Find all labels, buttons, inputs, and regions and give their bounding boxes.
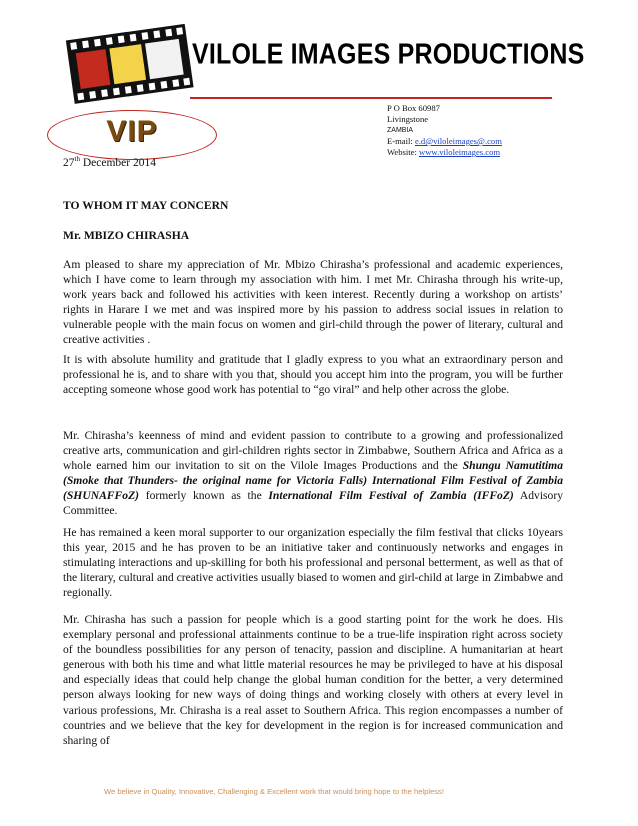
email-line xyxy=(387,136,587,147)
paragraph-5: Mr. Chirasha has such a passion for people which is a good starting point for the work he does. His exemplary personal and professional attainments continue to be a true-life inspiration right across society of the boundless possibilities for any person of tenacity, passion and discipline. A humanitarian at heart generous with both his time and what little material resources he may be privileged to have at his disposal and especially ideas that could help change the global human condition for the better, a very determined person always looking for new ways of doing things and working closely with others at every level in various professions, Mr. Chirasha is a real asset to Southern Africa. This region encompasses a number of countries and we believe that the key for development in the region is for increased communication and sharing of xyxy=(63,613,563,747)
paragraph-2: It is with absolute humility and gratitude that I gladly express to you what an extraordinary person and professional he is, and to share with you that, should you accept him into the program, you will be further accepting someone whose good work has potential to “go viral” and help other across the globe. xyxy=(63,353,563,397)
salutation: TO WHOM IT MAY CONCERN xyxy=(63,199,229,212)
vip-label: VIP xyxy=(106,115,158,148)
paragraph-3-text-b: formerly known as the xyxy=(139,489,269,503)
contact-block xyxy=(387,103,587,158)
country: ZAMBIA xyxy=(387,127,414,134)
letter-subject: Mr. MBIZO CHIRASHA xyxy=(63,229,190,242)
email-link[interactable]: e.d@viloleimages@.com xyxy=(414,136,502,146)
header-divider xyxy=(190,97,552,99)
paragraph-4: He has remained a keen moral supporter to our organization especially the film festival that clicks 10years this year, 2015 and he has proven to be an initiative taker and continuously networks and engages in stimulating interactions and up-skilling for both his professional and personal betterment, as well as that of the literary, cultural and creative activities usually biased to women and girl-child at large in Zimbabwe and regionally. xyxy=(63,526,563,600)
vip-badge xyxy=(47,110,217,160)
organization-name: VILOLE IMAGES PRODUCTIONS xyxy=(192,38,585,71)
footer-tagline: We believe in Quality, Innovative, Challenging & Excellent work that would bring hope to the helpless! xyxy=(104,787,444,796)
website-label: Website: xyxy=(387,147,417,157)
former-festival-name: International Film Festival of Zambia (IFFoZ) xyxy=(268,489,514,503)
website-link[interactable]: www.viloleimages.com xyxy=(419,147,501,157)
paragraph-3 xyxy=(63,428,563,519)
festival-name: Shungu Namutitima (Smoke that Thunders- the original name for Victoria Falls) International Film Festival of Zambia (SHUNAFFoZ) xyxy=(63,459,563,503)
paragraph-3-text-a: Mr. Chirasha’s keenness of mind and evident passion to contribute to a growing and professionalized creative arts, communication and girl-children rights sector in Zimbabwe, Southern Africa and Africa as a whole earned him our invitation to sit on the Vilole Images Productions and the xyxy=(63,429,563,473)
date-suffix: th xyxy=(74,155,80,163)
po-box: P O Box 60987 xyxy=(387,103,440,113)
website-line xyxy=(387,147,587,158)
city: Livingstone xyxy=(387,114,429,124)
paragraph-3-text-c: Advisory Committee. xyxy=(63,489,564,518)
letter-date xyxy=(63,155,156,169)
email-label: E-mail: xyxy=(387,136,413,146)
film-strip-logo-icon xyxy=(64,18,194,113)
paragraph-1: Am pleased to share my appreciation of Mr. Mbizo Chirasha’s professional and academic experiences, which I have come to learn through my association with him. I met Mr. Chirasha through his write-up, work years back and followed his activities with keen interest. Recently during a workshop on artists’ rights in Harare I we met and was inspired more by his passion to address social issues in relation to vulnerable people with the main focus on women and girl-child through the power of literary, cultural and creative activities . xyxy=(63,258,563,347)
date-day: 27 xyxy=(63,156,75,169)
date-month-year: December 2014 xyxy=(82,156,156,169)
